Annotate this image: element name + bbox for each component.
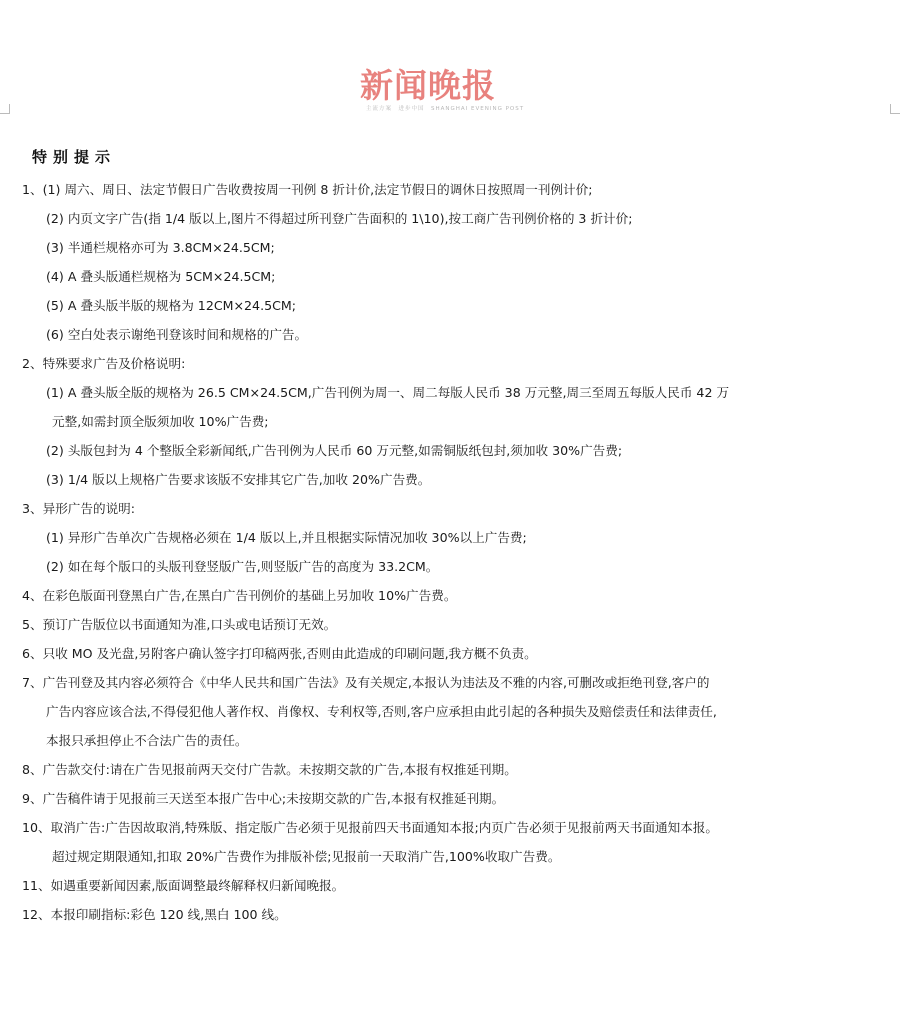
notice-line: (4) A 叠头版通栏规格为 5CM×24.5CM; (46, 269, 276, 284)
newspaper-logo (360, 38, 540, 120)
crop-mark-right-vertical (890, 104, 891, 114)
notice-line: 6、只收 MO 及光盘,另附客户确认签字打印稿两张,否则由此造成的印刷问题,我方概不负责。 (22, 646, 537, 661)
notice-line: 本报只承担停止不合法广告的责任。 (46, 733, 248, 748)
notice-line: (2) 如在每个版口的头版刊登竖版广告,则竖版广告的高度为 33.2CM。 (46, 559, 439, 574)
logo-title: 新闻晚报 (360, 66, 496, 105)
notice-line: (3) 半通栏规格亦可为 3.8CM×24.5CM; (46, 240, 275, 255)
notice-line: (1) A 叠头版全版的规格为 26.5 CM×24.5CM,广告刊例为周一、周二每版人民币 38 万元整,周三至周五每版人民币 42 万 (46, 385, 730, 400)
notice-line: (2) 头版包封为 4 个整版全彩新闻纸,广告刊例为人民币 60 万元整,如需铜版纸包封,须加收 30%广告费; (46, 443, 623, 458)
notice-line: 11、如遇重要新闻因素,版面调整最终解释权归新闻晚报。 (22, 878, 345, 893)
notice-line: 4、在彩色版面刊登黑白广告,在黑白广告刊例价的基础上另加收 10%广告费。 (22, 588, 457, 603)
notice-line: 元整,如需封顶全版须加收 10%广告费; (52, 414, 269, 429)
notice-line: (3) 1/4 版以上规格广告要求该版不安排其它广告,加收 20%广告费。 (46, 472, 431, 487)
notice-line: 3、异形广告的说明: (22, 501, 136, 516)
notice-line: 8、广告款交付:请在广告见报前两天交付广告款。未按期交款的广告,本报有权推延刊期。 (22, 762, 517, 777)
notice-line: 广告内容应该合法,不得侵犯他人著作权、肖像权、专利权等,否则,客户应承担由此引起的各种损失及赔偿责任和法律责任, (46, 704, 717, 719)
crop-mark-right (890, 113, 900, 114)
notice-line: (1) 异形广告单次广告规格必须在 1/4 版以上,并且根据实际情况加收 30%以上广告费; (46, 530, 527, 545)
notice-line: 1、(1) 周六、周日、法定节假日广告收费按周一刊例 8 折计价,法定节假日的调休日按照周一刊例计价; (22, 182, 593, 197)
notice-line: 7、广告刊登及其内容必须符合《中华人民共和国广告法》及有关规定,本报认为违法及不雅的内容,可删改或拒绝刊登,客户的 (22, 675, 710, 690)
notice-line: 5、预订广告版位以书面通知为准,口头或电话预订无效。 (22, 617, 337, 632)
notice-line: 10、取消广告:广告因故取消,特殊版、指定版广告必须于见报前四天书面通知本报;内页广告必须于见报前两天书面通知本报。 (22, 820, 718, 835)
notice-body (22, 175, 882, 929)
crop-mark-left-vertical (9, 104, 10, 114)
notice-line: (2) 内页文字广告(指 1/4 版以上,图片不得超过所刊登广告面积的 1\10),按工商广告刊例价格的 3 折计价; (46, 211, 633, 226)
notice-line: (5) A 叠头版半版的规格为 12CM×24.5CM; (46, 298, 296, 313)
notice-line: 9、广告稿件请于见报前三天送至本报广告中心;未按期交款的广告,本报有权推延刊期。 (22, 791, 505, 806)
logo-subtitle: 主流方案 进步中国 SHANGHAI EVENING POST (366, 106, 525, 112)
notice-line: (6) 空白处表示谢绝刊登该时间和规格的广告。 (46, 327, 308, 342)
notice-line: 2、特殊要求广告及价格说明: (22, 356, 186, 371)
notice-line: 12、本报印刷指标:彩色 120 线,黑白 100 线。 (22, 907, 287, 922)
section-heading: 特别提示 (32, 148, 117, 166)
notice-line: 超过规定期限通知,扣取 20%广告费作为排版补偿;见报前一天取消广告,100%收取广告费。 (52, 849, 561, 864)
